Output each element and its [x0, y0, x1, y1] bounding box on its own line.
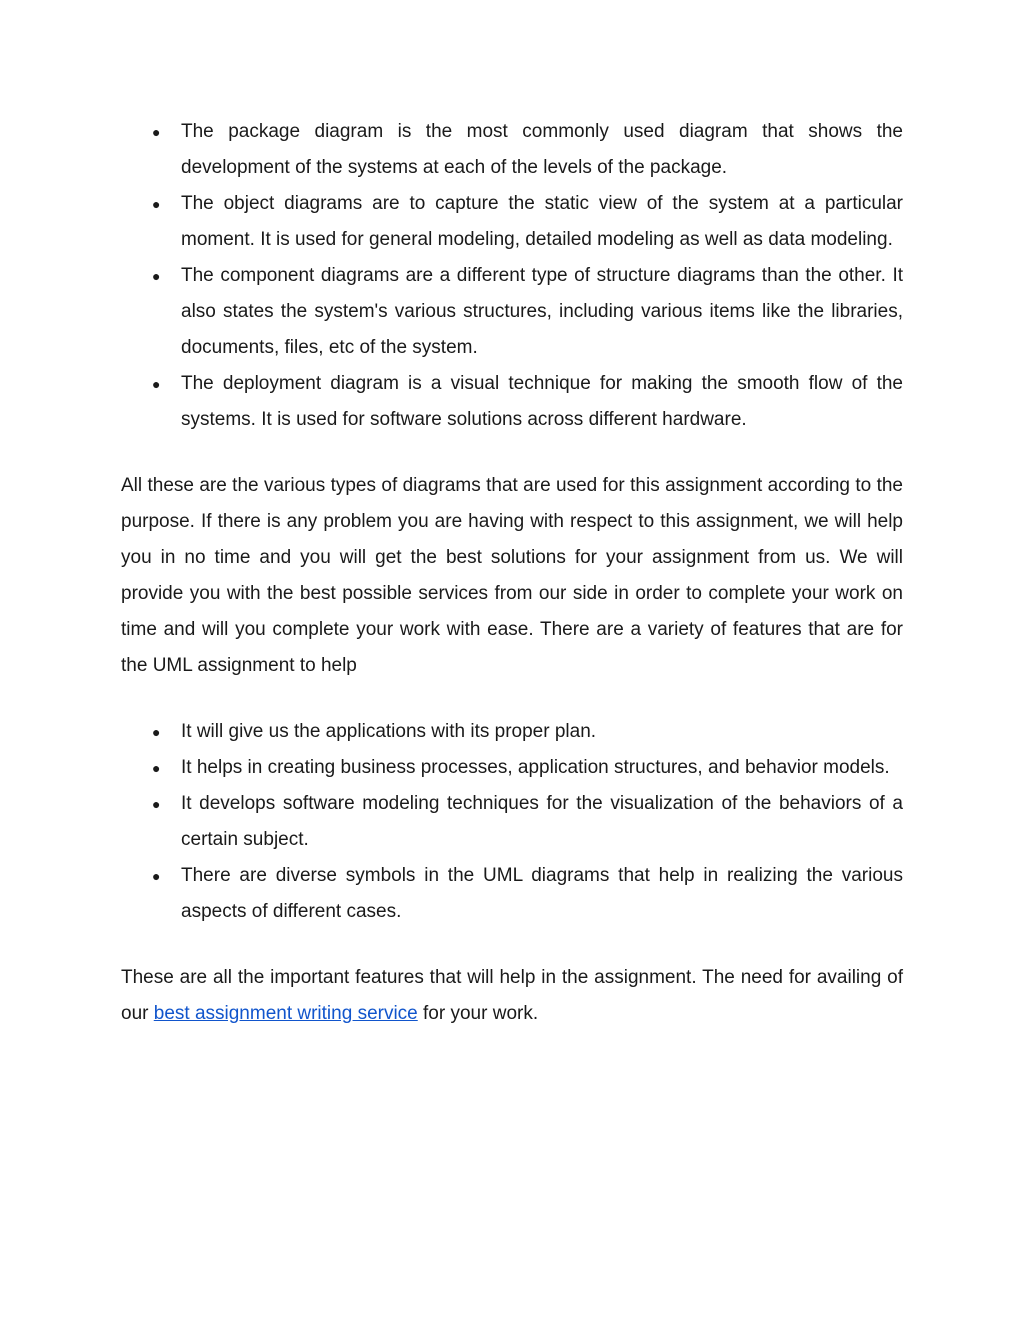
bullet-icon: ● [152, 196, 161, 212]
bullet-icon: ● [152, 124, 161, 140]
bullet-icon: ● [152, 760, 161, 776]
document-body [121, 114, 903, 1062]
closing-text-end: for your work. [417, 1003, 539, 1024]
list-item-text: It will give us the applications with its proper plan. [181, 721, 597, 742]
diagram-types-list [121, 114, 903, 438]
bullet-icon: ● [152, 376, 161, 392]
features-list [121, 714, 903, 930]
list-item [121, 714, 903, 750]
list-item [121, 786, 903, 858]
list-item [121, 858, 903, 930]
closing-text-start: These are all the important features that will help in the assignment. The need for availing of our [121, 967, 903, 1024]
bullet-icon: ● [152, 268, 161, 284]
list-item-text: It helps in creating business processes, application structures, and behavior models. [181, 757, 890, 778]
list-item-text: The object diagrams are to capture the static view of the system at a particular moment. It is used for general modeling, detailed modeling as well as data modeling. [181, 193, 903, 250]
list-item-text: The deployment diagram is a visual technique for making the smooth flow of the systems. It is used for software solutions across different hardware. [181, 373, 903, 430]
list-item [121, 750, 903, 786]
list-item [121, 114, 903, 186]
list-item-text: It develops software modeling techniques for the visualization of the behaviors of a certain subject. [181, 793, 903, 850]
list-item [121, 186, 903, 258]
bullet-icon: ● [152, 724, 161, 740]
closing-paragraph [121, 960, 903, 1032]
list-item-text: The component diagrams are a different type of structure diagrams than the other. It also states the system's various structures, including various items like the libraries, documents, files, etc of the system. [181, 265, 903, 358]
bullet-icon: ● [152, 796, 161, 812]
best-assignment-writing-service-link[interactable]: best assignment writing service [153, 1003, 418, 1024]
summary-paragraph: All these are the various types of diagrams that are used for this assignment according to the purpose. If there is any problem you are having with respect to this assignment, we will help you in no time and you will get the best solutions for your assignment from us. We will provide you with the best possible services from our side in order to complete your work on time and will you complete your work with ease. There are a variety of features that are for the UML assignment to help [121, 475, 903, 676]
list-item [121, 258, 903, 366]
list-item [121, 366, 903, 438]
list-item-text: There are diverse symbols in the UML diagrams that help in realizing the various aspects of different cases. [181, 865, 903, 922]
list-item-text: The package diagram is the most commonly used diagram that shows the development of the systems at each of the levels of the package. [181, 121, 903, 178]
bullet-icon: ● [152, 868, 161, 884]
